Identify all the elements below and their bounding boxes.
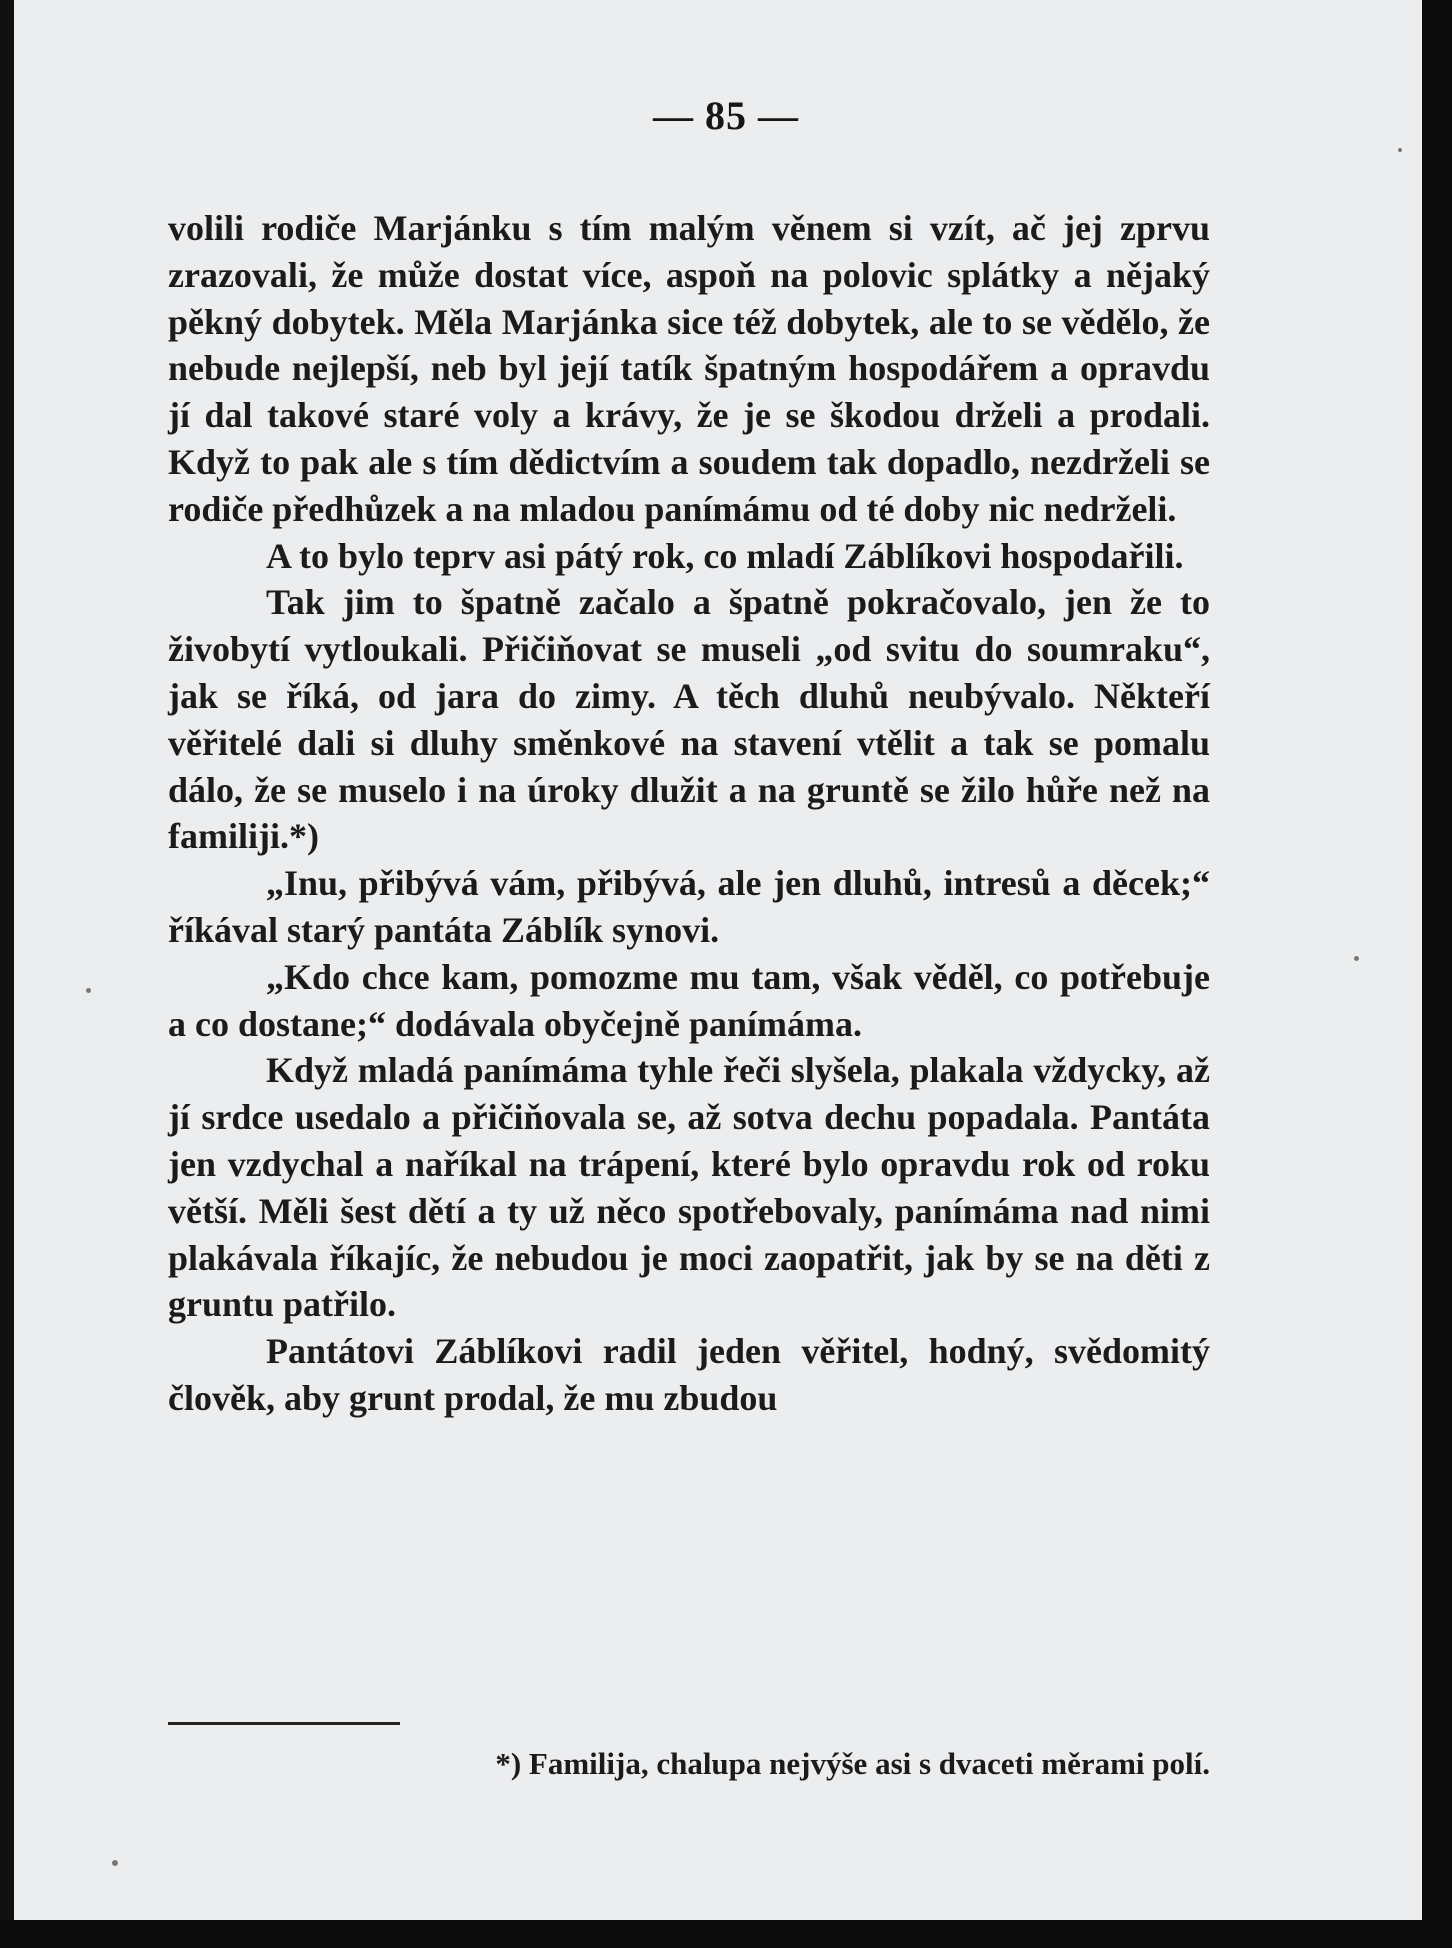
scan-speck [112,1860,118,1866]
scan-bottom-edge [0,1920,1452,1948]
scan-speck [1354,956,1359,961]
page-body [168,205,1210,1422]
scan-speck [1398,148,1402,152]
scan-right-edge [1422,0,1452,1948]
footnote: *) Familija, chalupa nejvýše asi s dvaceti měrami polí. [495,1746,1210,1781]
paragraph-2: A to bylo teprv asi pátý rok, co mladí Záblíkovi hospodařili. [266,535,1184,576]
paragraph-6: Když mladá panímáma tyhle řeči slyšela, plakala vždycky, až jí srdce usedalo a přičiňovala se, až sotva dechu popadala. Pantáta jen vzdychal a naříkal na trápení, které bylo opravdu rok od roku větší. Měli šest dětí a ty už něco spotřebovaly, panímáma nad nimi plakávala říkajíc, že nebudou je moci zaopatřit, jak by se na děti z gruntu patřilo. [168,1050,1210,1325]
paragraph-7: Pantátovi Záblíkovi radil jeden věřitel, hodný, svědomitý člověk, aby grunt prodal, že mu zbudou [168,1331,1210,1418]
scan-speck [86,988,91,993]
paragraph-1: volili rodiče Marjánku s tím malým věnem si vzít, ač jej zprvu zrazovali, že může dostat více, aspoň na polovic splátky a nějaký pěkný dobytek. Měla Marjánka sice též dobytek, ale to se vědělo, že nebude nejlepší, neb byl její tatík špatným hospodářem a opravdu jí dal takové staré voly a krávy, že je se škodou drželi a prodali. Když to pak ale s tím dědictvím a soudem tak dopadlo, nezdrželi se rodiče předhůzek a na mladou panímámu od té doby nic nedrželi. [168,208,1210,529]
paragraph-4: „Inu, přibývá vám, přibývá, ale jen dluhů, intresů a děcek;“ říkával starý pantáta Záblík synovi. [168,863,1210,950]
paragraph-5: „Kdo chce kam, pomozme mu tam, však věděl, co potřebuje a co dostane;“ dodávala obyčejně panímáma. [168,956,1210,1044]
page-number: — 85 — [653,93,799,138]
paragraph-3: Tak jim to špatně začalo a špatně pokračovalo, jen že to živobytí vytloukali. Přičiňovat se museli „od svitu do soumraku“, jak se říká, od jara do zimy. A těch dluhů neubývalo. Někteří věřitelé dali si dluhy směnkové na stavení vtělit a tak se pomalu dálo, že se muselo i na úroky dlužit a na gruntě se žilo hůře než na familiji.*) [168,582,1210,857]
scan-left-edge [0,0,14,1948]
footnote-rule [168,1722,400,1725]
